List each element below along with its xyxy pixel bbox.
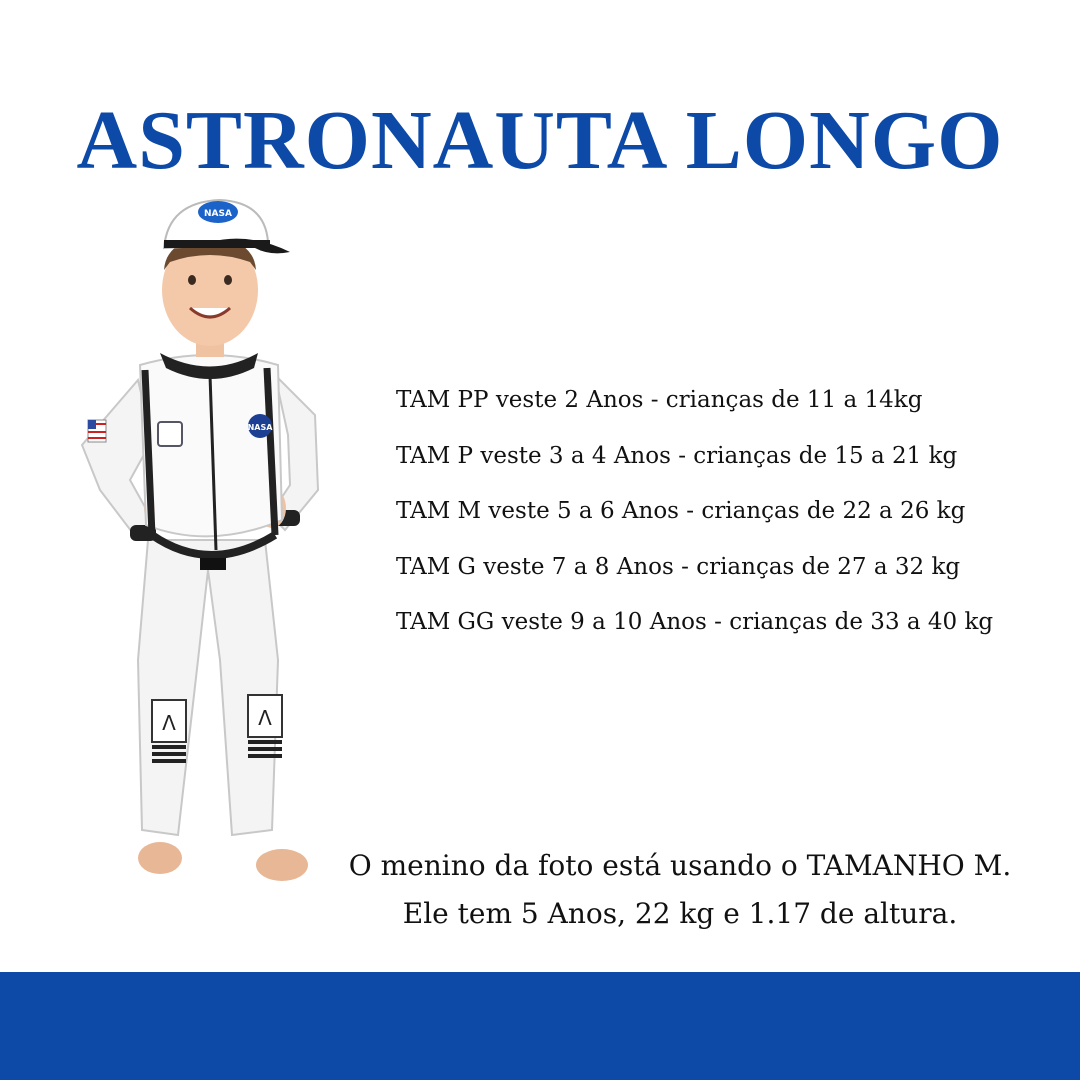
size-item-pp: TAM PP veste 2 Anos - crianças de 11 a 14kg (396, 387, 923, 413)
nasa-patch-text: NASA (247, 423, 273, 432)
photo-size-note (300, 842, 1060, 938)
note-line-2: Ele tem 5 Anos, 22 kg e 1.17 de altura. (402, 897, 958, 930)
page-title: ASTRONAUTA LONGO (76, 94, 1004, 187)
size-item-p: TAM P veste 3 a 4 Anos - crianças de 15 a 21 kg (396, 442, 958, 469)
size-item-m: TAM M veste 5 a 6 Anos - crianças de 22 a 26 kg (396, 498, 966, 524)
costume-pants (138, 540, 278, 835)
svg-text:Λ: Λ (258, 706, 272, 730)
product-photo-boy-astronaut-costume (60, 190, 340, 900)
size-item-gg: TAM GG veste 9 a 10 Anos - crianças de 33 a 40 kg (396, 609, 994, 635)
size-item-g: TAM G veste 7 a 8 Anos - crianças de 27 a 32 kg (396, 553, 961, 580)
mission-patch (158, 422, 182, 446)
footer-color-bar (0, 972, 1080, 1080)
svg-text:Λ: Λ (162, 711, 176, 735)
foot-left (138, 842, 182, 874)
note-line-1: O menino da foto está usando o TAMANHO M. (348, 849, 1012, 882)
size-chart-list (396, 382, 993, 660)
cap-logo-text: NASA (204, 209, 232, 219)
